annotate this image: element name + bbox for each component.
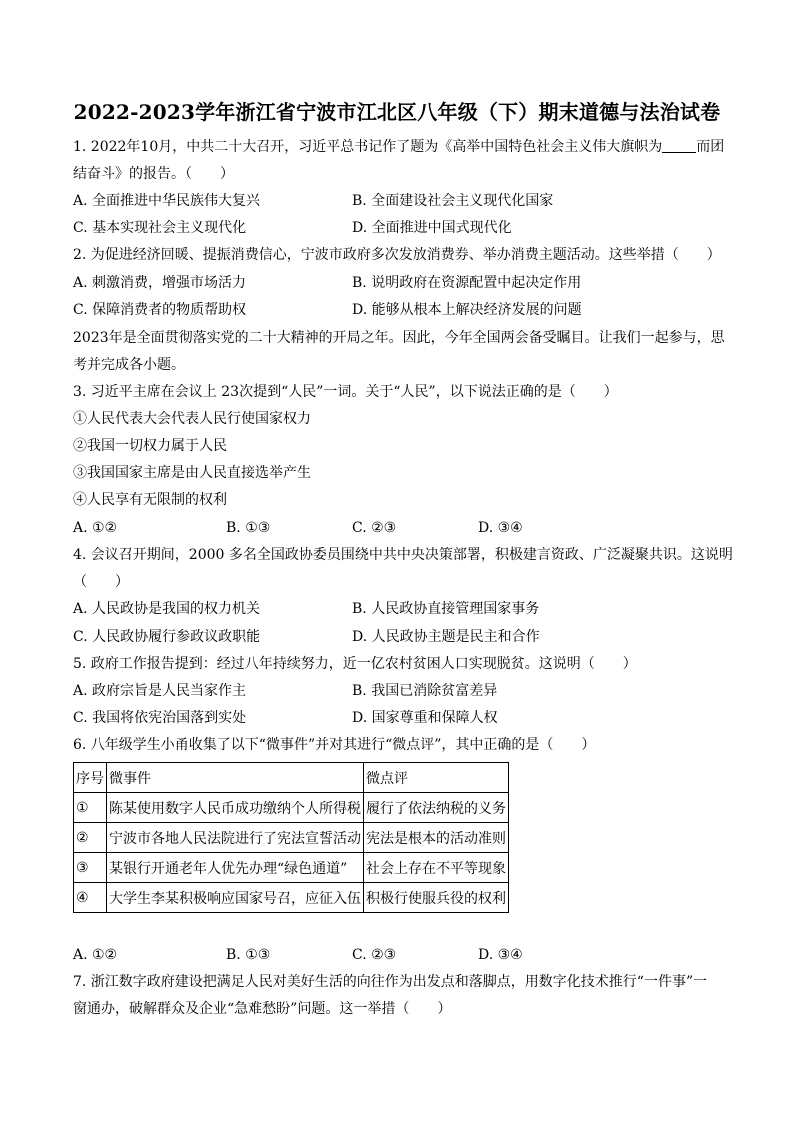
q1-option-b: B. 全面建设社会主义现代化国家 [352,193,554,209]
q1-answer-blank [662,138,696,153]
table-header-row [74,763,509,793]
q6-option-b: B. ①③ [226,947,271,963]
q1-stem-line1 [73,137,724,157]
table-cell: 宪法是根本的活动准则 [364,823,509,853]
q3-statement-1: ①人民代表大会代表人民行使国家权力 [73,411,311,427]
q4-stem-line1: 4. 会议召开期间，2000 多名全国政协委员围绕中共中央决策部署，积极建言资政、广泛凝聚共识。这说明 [73,547,733,563]
q3-stem: 3. 习近平主席在会议上 23次提到“人民”一词。关于“人民”，以下说法正确的是（ ） [73,384,618,400]
table-row [74,823,509,853]
q7-stem-line2: 窗通办，破解群众及企业“急难愁盼”问题。这一举措（ ） [73,1001,452,1017]
table-cell: 某银行开通老年人优先办理“绿色通道” [107,853,364,883]
q6-micro-events-table [73,762,509,913]
q5-option-a: A. 政府宗旨是人民当家作主 [73,683,247,699]
q4-option-d: D. 人民政协主题是民主和合作 [352,629,540,645]
q3-option-a: A. ①② [73,520,118,536]
q2-option-a: A. 刺激消费，增强市场活力 [73,275,247,291]
table-cell: 宁波市各地人民法院进行了宪法宣誓活动 [107,823,364,853]
q5-option-b: B. 我国已消除贫富差异 [352,683,498,699]
q5-option-c: C. 我国将依宪治国落到实处 [73,710,247,726]
q2-option-b: B. 说明政府在资源配置中起决定作用 [352,275,582,291]
q2-option-c: C. 保障消费者的物质帮助权 [73,302,247,318]
table-header-cell: 序号 [74,763,107,793]
table-cell: 社会上存在不平等现象 [364,853,509,883]
q6-option-d: D. ③④ [478,947,523,963]
q1-stem-text: 1. 2022年10月，中共二十大召开，习近平总书记作了题为《高举中国特色社会主义伟大旗帜为 [73,139,663,155]
q1-stem-text-end: 而团 [696,139,725,155]
table-cell: ③ [74,853,107,883]
q2-stem: 2. 为促进经济回暖、提振消费信心，宁波市政府多次发放消费券、举办消费主题活动。这些举措（ ） [73,247,721,263]
q6-option-c: C. ②③ [352,947,397,963]
q6-option-a: A. ①② [73,947,118,963]
intro-line2: 考并完成各小题。 [73,357,185,373]
table-cell: ② [74,823,107,853]
table-row [74,883,509,913]
table-cell: 积极行使服兵役的权利 [364,883,509,913]
q6-stem: 6. 八年级学生小甬收集了以下“微事件”并对其进行“微点评”，其中正确的是（ ） [73,737,596,753]
q1-option-d: D. 全面推进中国式现代化 [352,220,512,236]
exam-title: 2022-2023学年浙江省宁波市江北区八年级（下）期末道德与法治试卷 [73,100,721,124]
q1-option-a: A. 全面推进中华民族伟大复兴 [73,193,261,209]
q5-stem: 5. 政府工作报告提到：经过八年持续努力，近一亿农村贫困人口实现脱贫。这说明（ ） [73,656,637,672]
table-cell: 大学生李某积极响应国家号召，应征入伍 [107,883,364,913]
q7-stem-line1: 7. 浙江数字政府建设把满足人民对美好生活的向往作为出发点和落脚点，用数字化技术推行“一件事”一 [73,974,708,990]
q3-statement-4: ④人民享有无限制的权利 [73,492,227,508]
q3-statement-3: ③我国国家主席是由人民直接选举产生 [73,465,311,481]
q5-option-d: D. 国家尊重和保障人权 [352,710,498,726]
q1-stem-line2: 结奋斗》的报告。（ ） [73,166,234,182]
q3-option-d: D. ③④ [478,520,523,536]
table-header-cell: 微事件 [107,763,364,793]
table-cell: ④ [74,883,107,913]
table-row [74,793,509,823]
table-cell: 履行了依法纳税的义务 [364,793,509,823]
q3-option-b: B. ①③ [226,520,271,536]
q3-option-c: C. ②③ [352,520,397,536]
q4-stem-line2: （ ） [73,574,129,590]
q4-option-c: C. 人民政协履行参政议政职能 [73,629,261,645]
q2-option-d: D. 能够从根本上解决经济发展的问题 [352,302,582,318]
table-cell: 陈某使用数字人民币成功缴纳个人所得税 [107,793,364,823]
q4-option-b: B. 人民政协直接管理国家事务 [352,601,540,617]
intro-line1: 2023年是全面贯彻落实党的二十大精神的开局之年。因此，今年全国两会备受瞩目。让我们一起参与，思 [73,330,725,346]
q4-option-a: A. 人民政协是我国的权力机关 [73,601,261,617]
table-row [74,853,509,883]
q1-option-c: C. 基本实现社会主义现代化 [73,220,247,236]
table-header-cell: 微点评 [364,763,509,793]
q3-statement-2: ②我国一切权力属于人民 [73,438,227,454]
table-cell: ① [74,793,107,823]
